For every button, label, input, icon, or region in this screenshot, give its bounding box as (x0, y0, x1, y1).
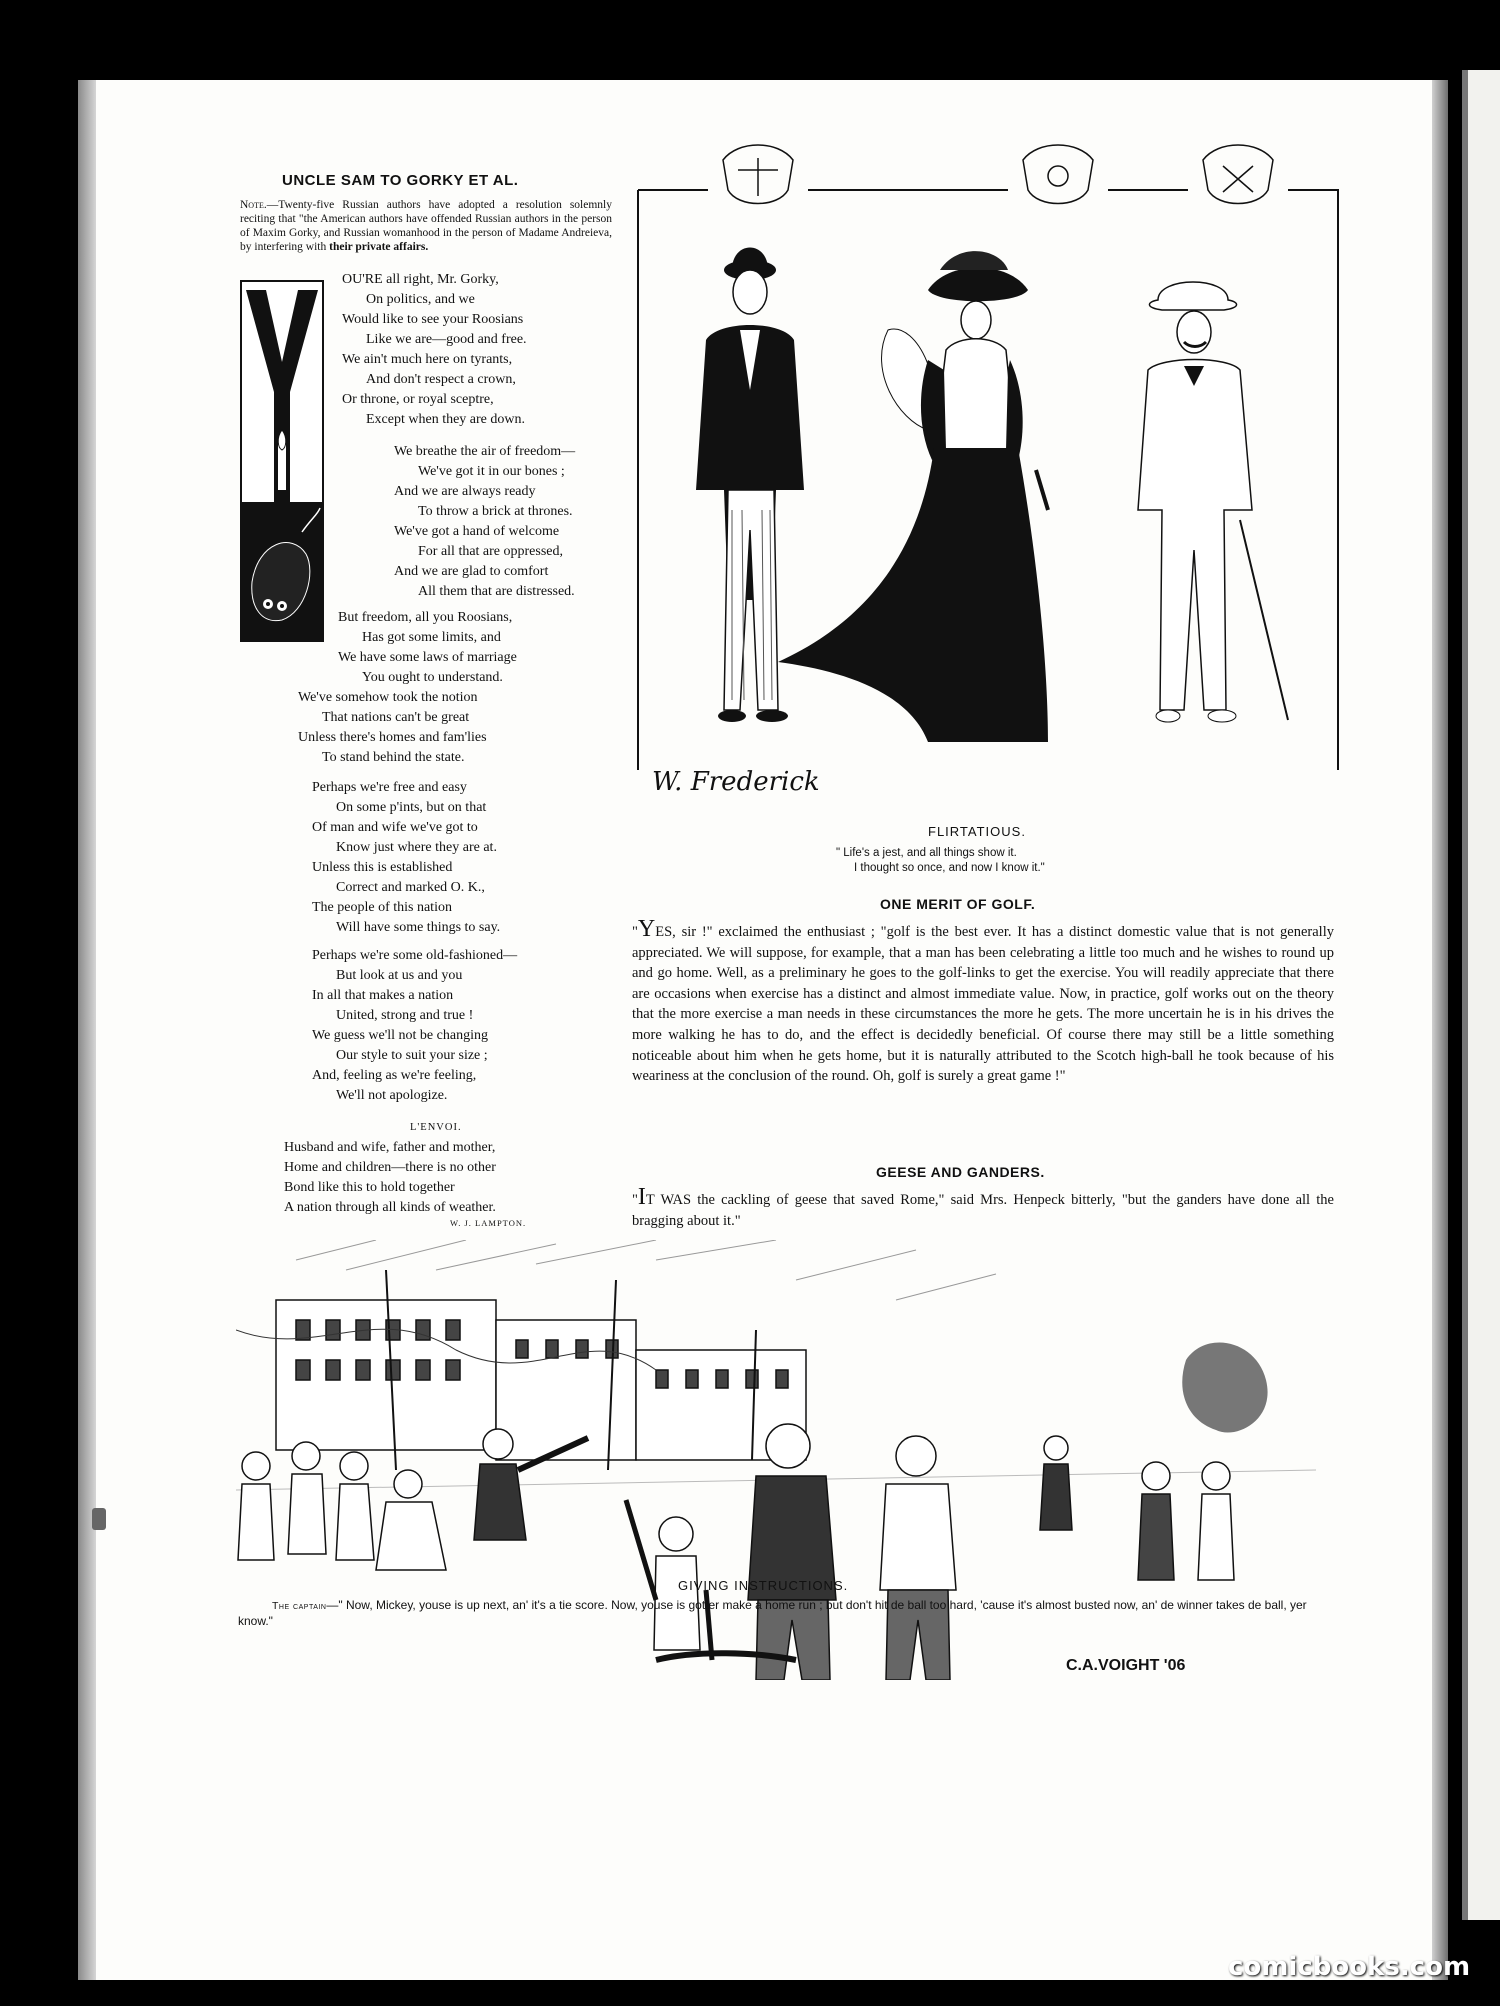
geese-article-text: T WAS the cackling of geese that saved Rome," said Mrs. Henpeck bitterly, "but the ganders have done all the bragging about it." (632, 1192, 1334, 1229)
poem-line: We breathe the air of freedom— (394, 444, 576, 459)
poem-stanza-4 (312, 778, 500, 938)
envoi-title: L'ENVOI. (410, 1122, 462, 1133)
poem-line: To stand behind the state. (322, 750, 465, 765)
page-shadow-right (1432, 80, 1448, 1980)
poem-line: Our style to suit your size ; (336, 1048, 488, 1063)
poem-line: On some p'ints, but on that (336, 800, 487, 815)
poem-line: On politics, and we (366, 292, 475, 307)
poem-line: Unless there's homes and fam'lies (298, 730, 487, 745)
poem-line: Except when they are down. (366, 412, 525, 427)
poem-line: A nation through all kinds of weather. (284, 1200, 496, 1215)
poem-line: Like we are—good and free. (366, 332, 527, 347)
poem-line: We have some laws of marriage (338, 650, 517, 665)
poem-stanza-3 (298, 608, 517, 768)
woman-in-gown-figure (778, 251, 1048, 742)
poem-line: You ought to understand. (362, 670, 503, 685)
quote-line: I thought so once, and now I know it." (854, 862, 1045, 874)
poem-line: We've got a hand of welcome (394, 524, 560, 539)
poem-line: Perhaps we're some old-fashioned— (312, 948, 518, 963)
poem-line: That nations can't be great (322, 710, 470, 725)
golf-open-quote: " (632, 924, 638, 940)
man-in-white-suit-figure (1138, 282, 1288, 722)
poem-byline: W. J. LAMPTON. (450, 1218, 527, 1228)
man-in-bowler-figure (696, 248, 804, 723)
adjacent-page-edge (1462, 70, 1500, 1920)
golf-article-title: ONE MERIT OF GOLF. (880, 896, 1036, 912)
envoi-stanza (284, 1138, 496, 1218)
children-players (238, 1424, 1234, 1680)
poem-line: The people of this nation (312, 900, 452, 915)
poem-stanza-5 (312, 946, 517, 1106)
poem-line: Will have some things to say. (336, 920, 501, 935)
flirtatious-caption-quote (836, 846, 1045, 876)
geese-open-quote: " (632, 1192, 638, 1208)
poem-line: OU'RE all right, Mr. Gorky, (342, 272, 499, 287)
decorated-initial-y (240, 280, 324, 642)
poem-line: We'll not apologize. (336, 1088, 448, 1103)
cartoon-signature: C.A.VOIGHT '06 (1066, 1657, 1186, 1674)
golf-article-body (632, 916, 1334, 1087)
poem-line: For all that are oppressed, (418, 544, 564, 559)
poem-line: Would like to see your Roosians (342, 312, 524, 327)
golf-article-text: ES, sir !" exclaimed the enthusiast ; "golf is the best ever. It has a distinct domestic value that is not generally appreciated. We will suppose, for example, that a man has been celebrating a little too much and he wishes to round up and go home. Well, as a preliminary he goes to the golf-links to get the exercise. You will readily appreciate that there are occasions when exercise has a distinct and almost immediate value. Now, in practice, golf works out on the theory that the more exercise a man needs in these circumstances the more he gets. The more uncertain he is in his drives the more walking he has to do, and the effect is decidedly beneficial. Of course there may still be a little something noticeable about him when he gets home, but it is naturally attributed to the Scotch high-ball he took because of his weariness at the conclusion of the round. Oh, golf is surely a great game !" (632, 924, 1334, 1085)
note-bold-text: their private affairs. (329, 241, 429, 253)
poem-line: We've somehow took the notion (298, 690, 478, 705)
flirtatious-caption-title: FLIRTATIOUS. (928, 824, 1026, 839)
poem-line: Has got some limits, and (362, 630, 501, 645)
poem-title: UNCLE SAM TO GORKY ET AL. (282, 172, 519, 189)
poem-line: But freedom, all you Roosians, (338, 610, 513, 625)
poem-line: Or throne, or royal sceptre, (342, 392, 494, 407)
geese-dropcap: I (637, 1184, 646, 1210)
note-text: —Twenty-five Russian authors have adopted a resolution solemnly reciting that "the American authors have offended Russian authors in the person of Maxim Gorky, and Russian womanhood in the person of Madame Andreieva, by interfering with (240, 199, 612, 253)
crest-icon (723, 145, 1273, 204)
poem-line: We've got it in our bones ; (418, 464, 565, 479)
caption-dialogue: —" Now, Mickey, youse is up next, an' it's a tie score. Now, youse is gotter make a home run ; but don't hit de ball too hard, 'cause it's almost busted now, an' de winner takes de ball, yer know." (238, 1598, 1307, 1628)
poem-stanza-2 (394, 442, 575, 602)
site-watermark: comicbooks.com (1228, 1952, 1471, 1982)
page-shadow-left (78, 80, 96, 1980)
poem-line: We guess we'll not be changing (312, 1028, 488, 1043)
poem-line: Husband and wife, father and mother, (284, 1140, 496, 1155)
poem-line: Know just where they are at. (336, 840, 497, 855)
poem-line: In all that makes a nation (312, 988, 454, 1003)
poem-line: And, feeling as we're feeling, (312, 1068, 477, 1083)
poem-line: Perhaps we're free and easy (312, 780, 467, 795)
caption-speaker: The captain (272, 1600, 327, 1612)
artist-signature: W. Frederick (652, 767, 820, 797)
poem-line: We ain't much here on tyrants, (342, 352, 513, 367)
poem-note (240, 198, 612, 254)
geese-article-body (632, 1184, 1334, 1231)
binding-hole (92, 1508, 106, 1530)
buildings (276, 1300, 806, 1460)
poem-line: And don't respect a crown, (366, 372, 516, 387)
flirtatious-illustration (628, 130, 1348, 810)
poem-line: All them that are distressed. (418, 584, 575, 599)
baseball-caption-title: GIVING INSTRUCTIONS. (678, 1578, 849, 1593)
poem-line: But look at us and you (336, 968, 463, 983)
golf-dropcap: Y (637, 916, 656, 942)
geese-article-title: GEESE AND GANDERS. (876, 1164, 1045, 1180)
poem-line: Of man and wife we've got to (312, 820, 478, 835)
quote-line: " Life's a jest, and all things show it. (836, 847, 1017, 859)
poem-line: Correct and marked O. K., (336, 880, 485, 895)
poem-line: And we are always ready (394, 484, 536, 499)
poem-line: And we are glad to comfort (394, 564, 549, 579)
poem-line: Bond like this to hold together (284, 1180, 455, 1195)
sky-hatching (296, 1240, 996, 1300)
poem-line: To throw a brick at thrones. (418, 504, 573, 519)
note-label: Note. (240, 199, 267, 211)
poem-line: Unless this is established (312, 860, 453, 875)
poem-line: United, strong and true ! (336, 1008, 474, 1023)
poem-stanza-1 (342, 270, 527, 430)
poem-line: Home and children—there is no other (284, 1160, 496, 1175)
baseball-caption-text (238, 1598, 1310, 1629)
